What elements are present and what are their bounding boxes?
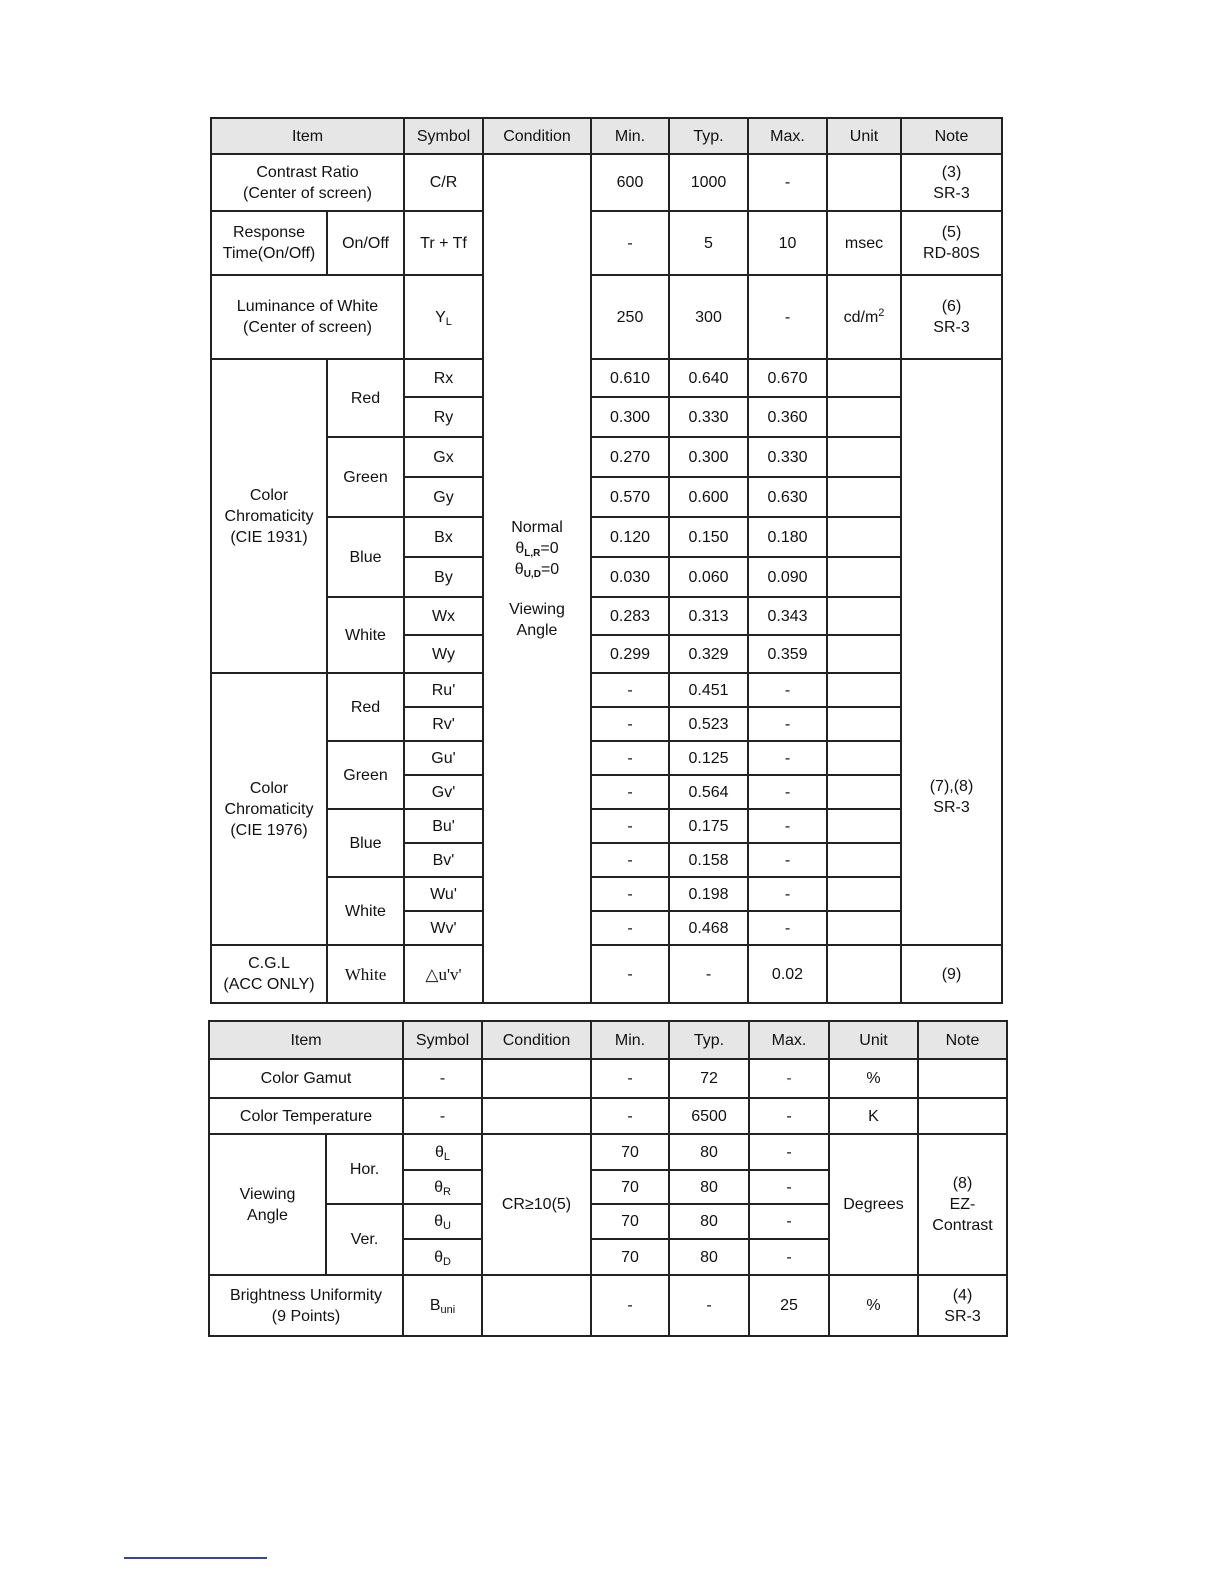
symbol-cell: By xyxy=(404,557,483,597)
header-unit: Unit xyxy=(827,118,901,154)
max-cell: 0.180 xyxy=(748,517,827,557)
min-cell: 0.300 xyxy=(591,397,669,437)
unit-cell xyxy=(827,673,901,707)
min-cell: - xyxy=(591,809,669,843)
luminance-min: 250 xyxy=(591,275,669,359)
min-cell: - xyxy=(591,843,669,877)
response-max: 10 xyxy=(748,211,827,275)
max-cell: - xyxy=(749,1134,829,1170)
max-cell: 0.360 xyxy=(748,397,827,437)
response-note: (5) RD-80S xyxy=(901,211,1002,275)
max-cell: - xyxy=(749,1239,829,1275)
condition-cell xyxy=(483,154,591,1003)
luminance-row xyxy=(211,275,1002,359)
table-row xyxy=(211,597,1002,635)
min-cell: - xyxy=(591,911,669,945)
symbol-cell: Bv' xyxy=(404,843,483,877)
typ-cell: 0.125 xyxy=(669,741,748,775)
header-min: Min. xyxy=(591,1021,669,1059)
min-cell: 0.270 xyxy=(591,437,669,477)
uniformity-min: - xyxy=(591,1275,669,1336)
temperature-condition xyxy=(482,1098,591,1134)
header-symbol: Symbol xyxy=(403,1021,482,1059)
table-row xyxy=(211,517,1002,557)
response-row xyxy=(211,211,1002,275)
table-row xyxy=(211,741,1002,775)
header-note: Note xyxy=(918,1021,1007,1059)
max-cell: - xyxy=(748,877,827,911)
symbol-cell: Gx xyxy=(404,437,483,477)
gamut-unit: % xyxy=(829,1059,918,1098)
max-cell: - xyxy=(748,843,827,877)
symbol-cell: Ru' xyxy=(404,673,483,707)
cie1976-blue: Blue xyxy=(327,809,404,877)
typ-cell: 80 xyxy=(669,1134,749,1170)
header-item: Item xyxy=(209,1021,403,1059)
cie1931-red: Red xyxy=(327,359,404,437)
typ-cell: 0.600 xyxy=(669,477,748,517)
header-min: Min. xyxy=(591,118,669,154)
viewing-spec-table xyxy=(208,1020,1008,1337)
temperature-typ: 6500 xyxy=(669,1098,749,1134)
cgl-symbol: △u'v' xyxy=(404,945,483,1003)
header-max: Max. xyxy=(749,1021,829,1059)
optical-spec-table xyxy=(210,117,1003,1004)
luminance-symbol: $Y_L$ xyxy=(404,275,483,359)
footnote-divider xyxy=(124,1557,267,1559)
contrast-note: (3) SR-3 xyxy=(901,154,1002,211)
header-note: Note xyxy=(901,118,1002,154)
typ-cell: 0.523 xyxy=(669,707,748,741)
typ-cell: 0.329 xyxy=(669,635,748,673)
cgl-note: (9) xyxy=(901,945,1002,1003)
symbol-cell: Bu' xyxy=(404,809,483,843)
table-row xyxy=(209,1134,1007,1170)
typ-cell: 0.175 xyxy=(669,809,748,843)
response-unit: msec xyxy=(827,211,901,275)
cie1976-green: Green xyxy=(327,741,404,809)
typ-cell: 0.330 xyxy=(669,397,748,437)
max-cell: - xyxy=(748,911,827,945)
typ-cell: 80 xyxy=(669,1204,749,1239)
gamut-symbol: - xyxy=(403,1059,482,1098)
cgl-row xyxy=(211,945,1002,1003)
unit-cell xyxy=(827,517,901,557)
typ-cell: 0.060 xyxy=(669,557,748,597)
viewing-ver: Ver. xyxy=(326,1204,403,1275)
header-row xyxy=(209,1021,1007,1059)
cie1931-white: White xyxy=(327,597,404,673)
min-cell: - xyxy=(591,707,669,741)
min-cell: 0.120 xyxy=(591,517,669,557)
header-condition: Condition xyxy=(482,1021,591,1059)
min-cell: 70 xyxy=(591,1134,669,1170)
typ-cell: 80 xyxy=(669,1170,749,1204)
gamut-item: Color Gamut xyxy=(209,1059,403,1098)
viewing-note: (8) EZ- Contrast xyxy=(918,1134,1007,1275)
cie1976-item: Color Chromaticity (CIE 1976) xyxy=(211,673,327,945)
table-row xyxy=(211,877,1002,911)
symbol-cell: Ry xyxy=(404,397,483,437)
symbol-cell: Gu' xyxy=(404,741,483,775)
symbol-cell: Rv' xyxy=(404,707,483,741)
unit-cell xyxy=(827,809,901,843)
min-cell: 70 xyxy=(591,1204,669,1239)
typ-cell: 0.300 xyxy=(669,437,748,477)
cgl-sub: White xyxy=(327,945,404,1003)
cgl-unit xyxy=(827,945,901,1003)
uniformity-condition xyxy=(482,1275,591,1336)
uniformity-unit: % xyxy=(829,1275,918,1336)
uniformity-max: 25 xyxy=(749,1275,829,1336)
max-cell: - xyxy=(748,707,827,741)
header-symbol: Symbol xyxy=(404,118,483,154)
table-row xyxy=(211,809,1002,843)
luminance-unit: $cd/m^2$ xyxy=(827,275,901,359)
typ-cell: 0.640 xyxy=(669,359,748,397)
condition-viewing: Viewing Angle xyxy=(509,600,565,639)
chromaticity-note: (7),(8) SR-3 xyxy=(901,359,1002,945)
cie1931-blue: Blue xyxy=(327,517,404,597)
max-cell: 0.359 xyxy=(748,635,827,673)
luminance-note: (6) SR-3 xyxy=(901,275,1002,359)
unit-cell xyxy=(827,397,901,437)
response-item: Response Time(On/Off) xyxy=(211,211,327,275)
min-cell: - xyxy=(591,775,669,809)
gamut-typ: 72 xyxy=(669,1059,749,1098)
symbol-cell: $\theta_U$ xyxy=(403,1204,482,1239)
header-unit: Unit xyxy=(829,1021,918,1059)
contrast-typ: 1000 xyxy=(669,154,748,211)
gamut-max: - xyxy=(749,1059,829,1098)
typ-cell: 80 xyxy=(669,1239,749,1275)
unit-cell xyxy=(827,477,901,517)
table-row xyxy=(211,673,1002,707)
temperature-item: Color Temperature xyxy=(209,1098,403,1134)
header-typ: Typ. xyxy=(669,118,748,154)
luminance-item: Luminance of White (Center of screen) xyxy=(211,275,404,359)
viewing-condition: CR≥10(5) xyxy=(482,1134,591,1275)
typ-cell: 0.451 xyxy=(669,673,748,707)
response-min: - xyxy=(591,211,669,275)
typ-cell: 0.468 xyxy=(669,911,748,945)
min-cell: 0.570 xyxy=(591,477,669,517)
contrast-row xyxy=(211,154,1002,211)
unit-cell xyxy=(827,635,901,673)
min-cell: 70 xyxy=(591,1239,669,1275)
min-cell: - xyxy=(591,877,669,911)
min-cell: - xyxy=(591,673,669,707)
symbol-cell: Bx xyxy=(404,517,483,557)
typ-cell: 0.158 xyxy=(669,843,748,877)
header-item: Item xyxy=(211,118,404,154)
max-cell: - xyxy=(748,775,827,809)
symbol-cell: $\theta_L$ xyxy=(403,1134,482,1170)
uniformity-note: (4) SR-3 xyxy=(918,1275,1007,1336)
gamut-condition xyxy=(482,1059,591,1098)
unit-cell xyxy=(827,557,901,597)
header-row xyxy=(211,118,1002,154)
symbol-cell: Wv' xyxy=(404,911,483,945)
min-cell: 0.610 xyxy=(591,359,669,397)
viewing-hor: Hor. xyxy=(326,1134,403,1204)
max-cell: 0.343 xyxy=(748,597,827,635)
max-cell: - xyxy=(748,809,827,843)
contrast-unit xyxy=(827,154,901,211)
temperature-row xyxy=(209,1098,1007,1134)
cie1931-green: Green xyxy=(327,437,404,517)
response-sub: On/Off xyxy=(327,211,404,275)
cgl-min: - xyxy=(591,945,669,1003)
typ-cell: 0.150 xyxy=(669,517,748,557)
viewing-item: Viewing Angle xyxy=(209,1134,326,1275)
unit-cell xyxy=(827,877,901,911)
contrast-symbol: C/R xyxy=(404,154,483,211)
cgl-typ: - xyxy=(669,945,748,1003)
table-row xyxy=(211,437,1002,477)
unit-cell xyxy=(827,359,901,397)
temperature-symbol: - xyxy=(403,1098,482,1134)
condition-lr: $\theta_{L,R}=0$ xyxy=(515,539,559,559)
contrast-min: 600 xyxy=(591,154,669,211)
unit-cell xyxy=(827,741,901,775)
table-row xyxy=(211,359,1002,397)
unit-cell xyxy=(827,707,901,741)
max-cell: 0.670 xyxy=(748,359,827,397)
viewing-unit: Degrees xyxy=(829,1134,918,1275)
gamut-row xyxy=(209,1059,1007,1098)
uniformity-symbol: $B_{uni}$ xyxy=(403,1275,482,1336)
max-cell: 0.630 xyxy=(748,477,827,517)
min-cell: 0.030 xyxy=(591,557,669,597)
uniformity-typ: - xyxy=(669,1275,749,1336)
contrast-max: - xyxy=(748,154,827,211)
max-cell: - xyxy=(748,741,827,775)
symbol-cell: Wy xyxy=(404,635,483,673)
min-cell: 0.283 xyxy=(591,597,669,635)
response-typ: 5 xyxy=(669,211,748,275)
symbol-cell: Wx xyxy=(404,597,483,635)
condition-normal: Normal xyxy=(511,518,563,536)
unit-cell xyxy=(827,911,901,945)
condition-ud: $\theta_{U,D}=0$ xyxy=(514,560,560,580)
typ-cell: 0.313 xyxy=(669,597,748,635)
min-cell: 70 xyxy=(591,1170,669,1204)
symbol-cell: Wu' xyxy=(404,877,483,911)
unit-cell xyxy=(827,843,901,877)
symbol-cell: Gy xyxy=(404,477,483,517)
uniformity-item: Brightness Uniformity (9 Points) xyxy=(209,1275,403,1336)
cgl-max: 0.02 xyxy=(748,945,827,1003)
min-cell: - xyxy=(591,741,669,775)
cgl-item: C.G.L (ACC ONLY) xyxy=(211,945,327,1003)
luminance-max: - xyxy=(748,275,827,359)
gamut-min: - xyxy=(591,1059,669,1098)
max-cell: - xyxy=(748,673,827,707)
gamut-note xyxy=(918,1059,1007,1098)
temperature-note xyxy=(918,1098,1007,1134)
max-cell: 0.090 xyxy=(748,557,827,597)
unit-cell xyxy=(827,437,901,477)
cie1976-red: Red xyxy=(327,673,404,741)
symbol-cell: $\theta_R$ xyxy=(403,1170,482,1204)
uniformity-row xyxy=(209,1275,1007,1336)
temperature-unit: K xyxy=(829,1098,918,1134)
max-cell: 0.330 xyxy=(748,437,827,477)
typ-cell: 0.198 xyxy=(669,877,748,911)
symbol-cell: Gv' xyxy=(404,775,483,809)
symbol-cell: Rx xyxy=(404,359,483,397)
temperature-min: - xyxy=(591,1098,669,1134)
unit-cell xyxy=(827,775,901,809)
temperature-max: - xyxy=(749,1098,829,1134)
symbol-cell: $\theta_D$ xyxy=(403,1239,482,1275)
response-symbol: Tr + Tf xyxy=(404,211,483,275)
max-cell: - xyxy=(749,1170,829,1204)
cie1976-white: White xyxy=(327,877,404,945)
header-typ: Typ. xyxy=(669,1021,749,1059)
header-condition: Condition xyxy=(483,118,591,154)
unit-cell xyxy=(827,597,901,635)
min-cell: 0.299 xyxy=(591,635,669,673)
typ-cell: 0.564 xyxy=(669,775,748,809)
max-cell: - xyxy=(749,1204,829,1239)
cie1931-item: Color Chromaticity (CIE 1931) xyxy=(211,359,327,673)
contrast-item: Contrast Ratio (Center of screen) xyxy=(211,154,404,211)
luminance-typ: 300 xyxy=(669,275,748,359)
header-max: Max. xyxy=(748,118,827,154)
